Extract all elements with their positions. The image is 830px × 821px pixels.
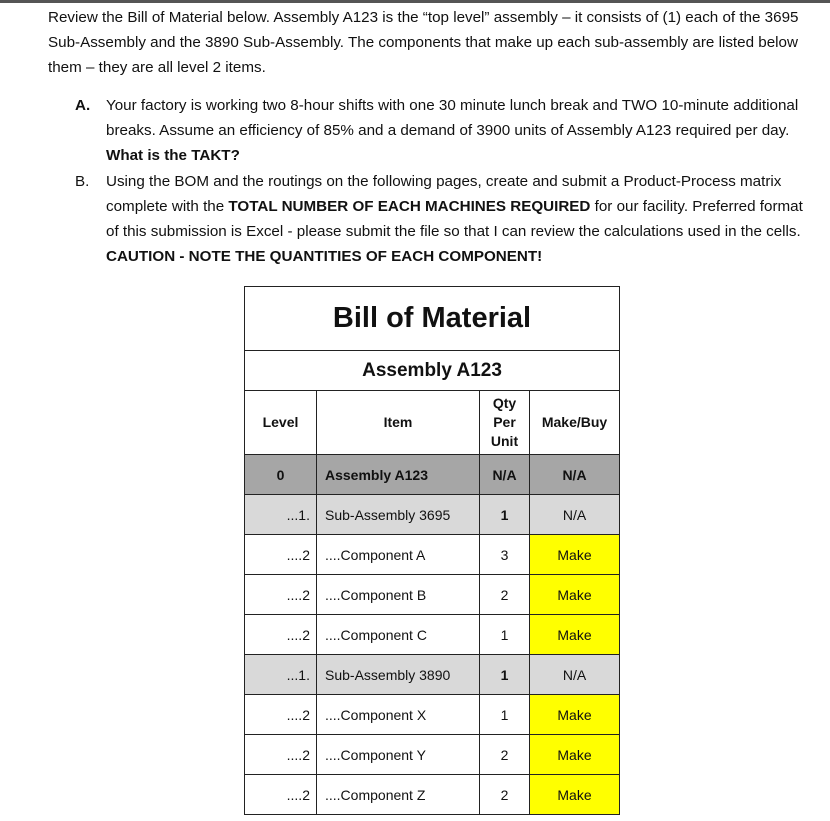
question-b-marker: B. <box>75 173 90 190</box>
table-row <box>245 455 620 495</box>
row-level: ....2 <box>245 695 317 735</box>
row-item: ....Component C <box>317 615 480 655</box>
header-qty-line-1: Qty <box>492 395 517 411</box>
table-row <box>245 575 620 615</box>
header-level: Level <box>245 391 317 455</box>
row-qty: 1 <box>480 695 530 735</box>
bom-title: Bill of Material <box>245 287 620 351</box>
row-qty: 1 <box>480 495 530 535</box>
row-level: ...1. <box>245 655 317 695</box>
row-item: Sub-Assembly 3695 <box>317 495 480 535</box>
table-row <box>245 655 620 695</box>
row-item: ....Component Y <box>317 735 480 775</box>
row-make-buy: N/A <box>530 455 620 495</box>
question-b <box>75 169 805 269</box>
header-item: Item <box>317 391 480 455</box>
row-make-buy: Make <box>530 575 620 615</box>
question-a-marker: A. <box>75 97 91 114</box>
bom-header-row <box>245 391 620 455</box>
row-make-buy: Make <box>530 535 620 575</box>
table-row <box>245 695 620 735</box>
row-item: Sub-Assembly 3890 <box>317 655 480 695</box>
header-qty-per-unit <box>480 391 530 455</box>
question-b-text-1: Using the BOM and the routings on the following pages, create and submit a Product-Process matrix complete with the <box>106 173 782 215</box>
question-b-bold-2: CAUTION - NOTE THE QUANTITIES OF EACH COMPONENT! <box>106 248 543 265</box>
top-border-line <box>0 0 830 3</box>
row-make-buy: N/A <box>530 655 620 695</box>
row-level: 0 <box>245 455 317 495</box>
bom-title-row <box>245 287 620 351</box>
row-level: ....2 <box>245 775 317 815</box>
row-item: Assembly A123 <box>317 455 480 495</box>
question-list <box>75 93 805 269</box>
table-row <box>245 535 620 575</box>
row-level: ...1. <box>245 495 317 535</box>
bill-of-material-table <box>244 286 620 815</box>
table-row <box>245 495 620 535</box>
question-a-text: Your factory is working two 8-hour shifts with one 30 minute lunch break and TWO 10-minute additional breaks. Assume an efficiency of 85% and a demand of 3900 units of Assembly A123 required per day. <box>106 97 799 139</box>
row-qty: 1 <box>480 655 530 695</box>
row-qty: 2 <box>480 575 530 615</box>
row-level: ....2 <box>245 615 317 655</box>
row-level: ....2 <box>245 735 317 775</box>
question-b-text-2: for our facility. Preferred format of this submission is Excel - please submit the file so that I can review the calculations used in the cells. <box>106 198 803 240</box>
question-b-bold-1: TOTAL NUMBER OF EACH MACHINES REQUIRED <box>228 198 591 215</box>
intro-paragraph: Review the Bill of Material below. Assembly A123 is the “top level” assembly – it consists of (1) each of the 3695 Sub-Assembly and the 3890 Sub-Assembly. The components that make up each sub-assembly are listed below them – they are all level 2 items. <box>48 9 799 76</box>
row-item: ....Component B <box>317 575 480 615</box>
row-item: ....Component A <box>317 535 480 575</box>
row-qty: N/A <box>480 455 530 495</box>
row-qty: 2 <box>480 735 530 775</box>
table-row <box>245 615 620 655</box>
header-qty-line-3: Unit <box>490 433 519 449</box>
row-qty: 1 <box>480 615 530 655</box>
row-make-buy: Make <box>530 695 620 735</box>
bom-subtitle: Assembly A123 <box>245 351 620 391</box>
row-level: ....2 <box>245 535 317 575</box>
bom-subtitle-row <box>245 351 620 391</box>
row-make-buy: Make <box>530 775 620 815</box>
row-level: ....2 <box>245 575 317 615</box>
row-make-buy: N/A <box>530 495 620 535</box>
table-row <box>245 775 620 815</box>
question-a <box>75 93 805 168</box>
row-qty: 3 <box>480 535 530 575</box>
header-qty-line-2: Per <box>493 414 516 430</box>
question-a-bold-text: What is the TAKT? <box>106 147 240 164</box>
header-make-buy: Make/Buy <box>530 391 620 455</box>
table-row <box>245 735 620 775</box>
row-item: ....Component X <box>317 695 480 735</box>
row-item: ....Component Z <box>317 775 480 815</box>
row-make-buy: Make <box>530 615 620 655</box>
row-make-buy: Make <box>530 735 620 775</box>
row-qty: 2 <box>480 775 530 815</box>
